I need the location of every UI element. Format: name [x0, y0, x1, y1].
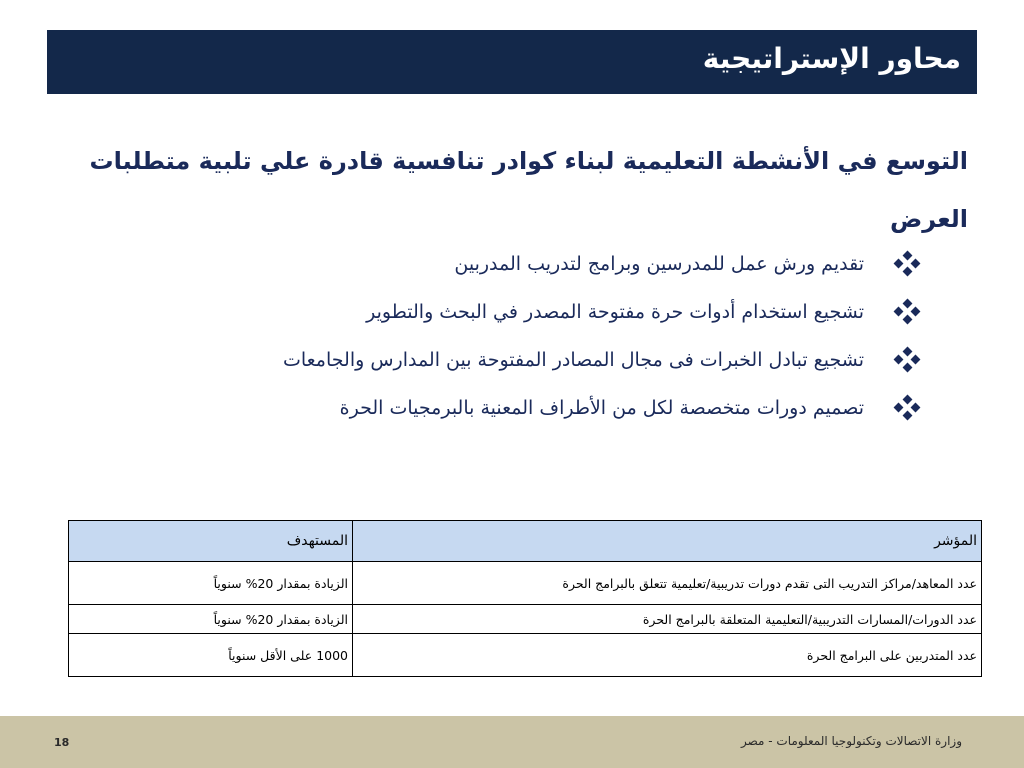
- main-heading: التوسع في الأنشطة التعليمية لبناء كوادر تنافسية قادرة علي تلبية متطلبات العرض: [89, 147, 968, 233]
- bullet-item: [150, 288, 920, 336]
- table-row: [69, 605, 982, 634]
- footer-bar: [0, 716, 1024, 768]
- bullet-text: تشجيع تبادل الخبرات فى مجال المصادر المفتوحة بين المدارس والجامعات: [282, 349, 864, 371]
- four-diamonds-icon: [894, 395, 920, 421]
- indicator-cell: عدد الدورات/المسارات التدريبية/التعليمية المتعلقة بالبرامج الحرة: [353, 605, 982, 634]
- indicator-cell: عدد المعاهد/مراكز التدريب التى تقدم دورات تدريبية/تعليمية تتعلق بالبرامج الحرة: [353, 562, 982, 605]
- target-cell: الزيادة بمقدار 20% سنوياً: [69, 605, 353, 634]
- indicator-cell: عدد المتدربين على البرامج الحرة: [353, 634, 982, 677]
- target-cell: الزيادة بمقدار 20% سنوياً: [69, 562, 353, 605]
- bullet-list: [150, 240, 920, 432]
- table-row: [69, 634, 982, 677]
- header-target: المستهدف: [69, 521, 353, 562]
- four-diamonds-icon: [894, 251, 920, 277]
- four-diamonds-icon: [894, 347, 920, 373]
- footer-organization: وزارة الاتصالات وتكنولوجيا المعلومات - مصر: [741, 734, 962, 748]
- bullet-text: تقديم ورش عمل للمدرسين وبرامج لتدريب المدربين: [454, 253, 864, 275]
- four-diamonds-icon: [894, 299, 920, 325]
- page-number: 18: [54, 736, 70, 749]
- bullet-item: [150, 240, 920, 288]
- table-header-row: [69, 521, 982, 562]
- bullet-text: تصميم دورات متخصصة لكل من الأطراف المعنية بالبرمجيات الحرة: [339, 397, 864, 419]
- indicators-table: [68, 520, 982, 677]
- bullet-text: تشجيع استخدام أدوات حرة مفتوحة المصدر في البحث والتطوير: [366, 301, 864, 323]
- bullet-item: [150, 336, 920, 384]
- bullet-item: [150, 384, 920, 432]
- target-cell: 1000 على الأقل سنوياً: [69, 634, 353, 677]
- title-bar: [47, 30, 977, 94]
- slide-title: محاور الإستراتيجية: [702, 42, 961, 75]
- header-indicator: المؤشر: [353, 521, 982, 562]
- table-row: [69, 562, 982, 605]
